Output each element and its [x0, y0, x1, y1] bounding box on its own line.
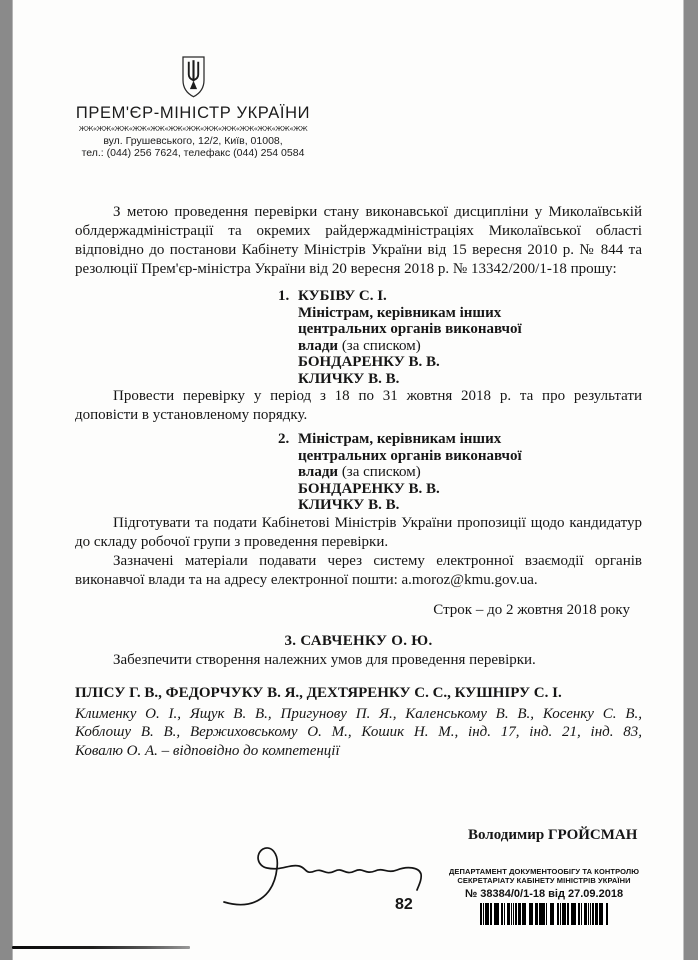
scan-edge-left: [0, 0, 13, 960]
addressees-bold-line: ПЛІСУ Г. В., ФЕДОРЧУКУ В. Я., ДЕХТЯРЕНКУ С. С., КУШНІРУ С. І.: [75, 684, 562, 701]
item-org-line: влади (за списком): [298, 337, 421, 354]
paragraph-proposals: Підготувати та подати Кабінетові Міністрів України пропозиції щодо кандидатур до складу робочої групи з проведення перевірки.: [75, 514, 642, 550]
addressees-italic-block: Клименку О. І., Ящук В. В., Пригунову П. Я., Каленському В. В., Косенку С. В., Коблошу В. В., Вержиховському О. М., Кошик Н. М., інд. 17, інд. 21, інд. 83, Ковалю О. А. – відповідно до компетенції: [75, 705, 642, 759]
letterhead-address: вул. Грушевського, 12/2, Київ, 01008,: [103, 135, 283, 147]
ukraine-trident-emblem-icon: [180, 56, 207, 98]
scan-artifact-line: [12, 946, 190, 949]
stamp-department-line: ДЕПАРТАМЕНТ ДОКУМЕНТООБІГУ ТА КОНТРОЛЮ: [448, 867, 640, 876]
list-item-1: [278, 288, 642, 387]
scan-edge-right: [683, 0, 698, 960]
item-org-line: центральних органів виконавчої: [298, 321, 522, 337]
document-body: [75, 203, 642, 760]
letterhead-title: ПРЕМ'ЄР-МІНІСТР УКРАЇНИ: [75, 104, 311, 122]
item-addressee: КЛИЧКУ В. В.: [298, 497, 400, 513]
paragraph-conditions: Забезпечити створення належних умов для проведення перевірки.: [113, 651, 536, 668]
item-addressee: БОНДАРЕНКУ В. В.: [298, 480, 440, 497]
letterhead-phone: тел.: (044) 256 7624, телефакс (044) 254 0584: [81, 146, 305, 159]
item-org-line: влади (за списком): [298, 464, 421, 480]
paragraph-intro: З метою проведення перевірки стану виконавської дисципліни у Миколаївській облдержадміністрації та окремих райдержадміністраціях Миколаївської області відповідно до постанови Кабінету Міністрів України від 15 вересня 2010 р. № 844 та резолюції Прем'єр-міністра України від 20 вересня 2018 р. № 13342/200/1-18 прошу:: [75, 204, 642, 277]
list-item-3-heading: 3. САВЧЕНКУ О. Ю.: [284, 632, 433, 649]
scan-timestamp-wrap: [412, 878, 442, 928]
item-number: 2.: [278, 431, 290, 447]
item-addressee: КУБІВУ С. І.: [298, 288, 387, 304]
page-number: 82: [395, 896, 413, 913]
letterhead: [40, 56, 346, 159]
stamp-registration-number: № 38384/0/1-18 від 27.09.2018: [464, 888, 624, 900]
item-addressee: БОНДАРЕНКУ В. В.: [298, 354, 440, 370]
paragraph-inspection-period: Провести перевірку у період з 18 по 31 жовтня 2018 р. та про результати доповісти в установленому порядку.: [75, 388, 642, 423]
paragraph-materials-email: Зазначені матеріали подавати через систему електронної взаємодії органів виконавчої влади та на адресу електронної пошти: a.moroz@kmu.gov.ua.: [75, 552, 642, 588]
decorative-rule: ЖЖ«ЖЖ«ЖЖ«ЖЖ«ЖЖ«ЖЖ«ЖЖ«ЖЖ«ЖЖ«ЖЖ«ЖЖ«ЖЖ«ЖЖ: [78, 125, 308, 133]
item-org-note: (за списком): [341, 464, 421, 480]
item-org-note: (за списком): [341, 337, 421, 354]
item-org-line: Міністрам, керівникам інших: [298, 304, 502, 321]
barcode-icon: [480, 903, 608, 925]
stamp-secretariat-line: СЕКРЕТАРІАТУ КАБІНЕТУ МІНІСТРІВ УКРАЇНИ: [457, 875, 631, 885]
registration-stamp: [441, 868, 647, 925]
signer-name: Володимир ГРОЙСМАН: [468, 827, 638, 843]
item-number: 1.: [278, 288, 290, 304]
item-addressee: КЛИЧКУ В. В.: [298, 370, 400, 387]
item-org-line: центральних органів виконавчої: [298, 447, 522, 464]
item-org-line: Міністрам, керівникам інших: [298, 431, 502, 447]
deadline-line: Строк – до 2 жовтня 2018 року: [433, 601, 630, 618]
list-item-2: [278, 431, 642, 514]
